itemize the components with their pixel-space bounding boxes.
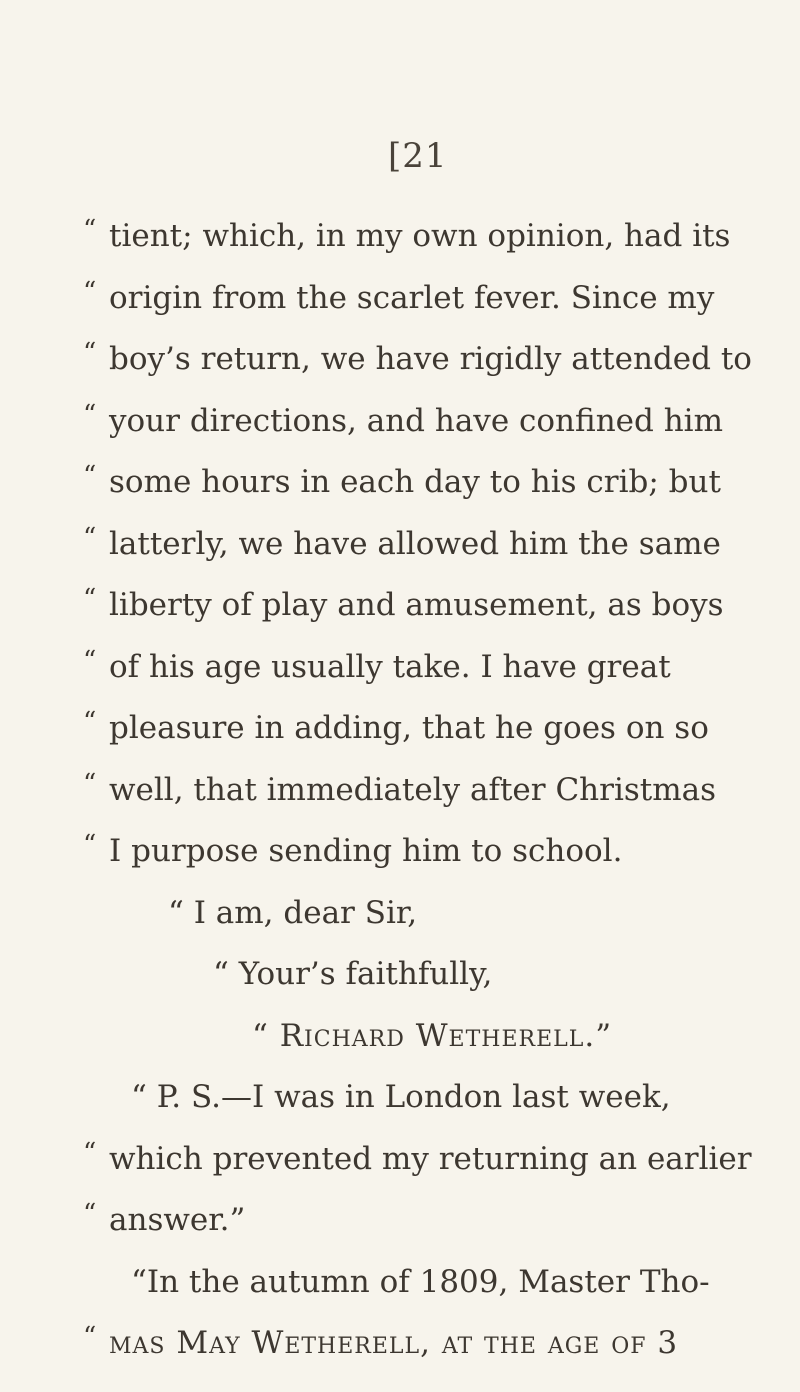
line-text: I purpose sending him to school.	[109, 833, 623, 869]
line-text: “ Your’s faithfully,	[213, 956, 493, 992]
line-text: well, that immediately after Christmas	[109, 771, 717, 808]
line-text: “In the autumn of 1809, Master Tho-	[131, 1263, 710, 1300]
line-text: mas May Wetherell, at the age of 3	[109, 1325, 679, 1361]
margin-quote: “	[83, 1137, 97, 1168]
margin-quote: “	[83, 1199, 97, 1229]
margin-quote: “	[83, 1322, 97, 1352]
line-text: answer.”	[109, 1202, 246, 1238]
line-text: “ I am, dear Sir,	[168, 894, 418, 931]
page-number: [21	[388, 136, 448, 176]
margin-quote: “	[83, 215, 97, 245]
margin-quote: “	[83, 276, 97, 307]
line-text: your directions, and have confined him	[109, 402, 723, 439]
line-text: liberty of play and amusement, as boys	[109, 587, 724, 623]
line-text: origin from the scarlet fever. Since my	[109, 279, 715, 316]
line-text: pleasure in adding, that he goes on so	[109, 710, 709, 746]
margin-quote: “	[83, 338, 97, 368]
margin-quote: “	[83, 830, 97, 860]
line-text: “ Richard Wetherell.”	[252, 1017, 613, 1054]
margin-quote: “	[83, 768, 97, 799]
line-text: which prevented my returning an earlier	[109, 1140, 752, 1177]
line-text: “ P. S.—I was in London last week,	[131, 1079, 671, 1115]
margin-quote: “	[83, 645, 97, 676]
margin-quote: “	[83, 584, 97, 614]
margin-quote: “	[83, 707, 97, 737]
margin-quote: “	[83, 522, 97, 553]
margin-quote: “	[83, 399, 97, 430]
line-text: latterly, we have allowed him the same	[109, 525, 721, 562]
line-text: some hours in each day to his crib; but	[109, 464, 721, 500]
line-text: boy’s return, we have rigidly attended to	[109, 341, 752, 377]
line-text: tient; which, in my own opinion, had its	[109, 218, 731, 254]
margin-quote: “	[83, 461, 97, 491]
line-text: of his age usually take. I have great	[109, 648, 671, 685]
